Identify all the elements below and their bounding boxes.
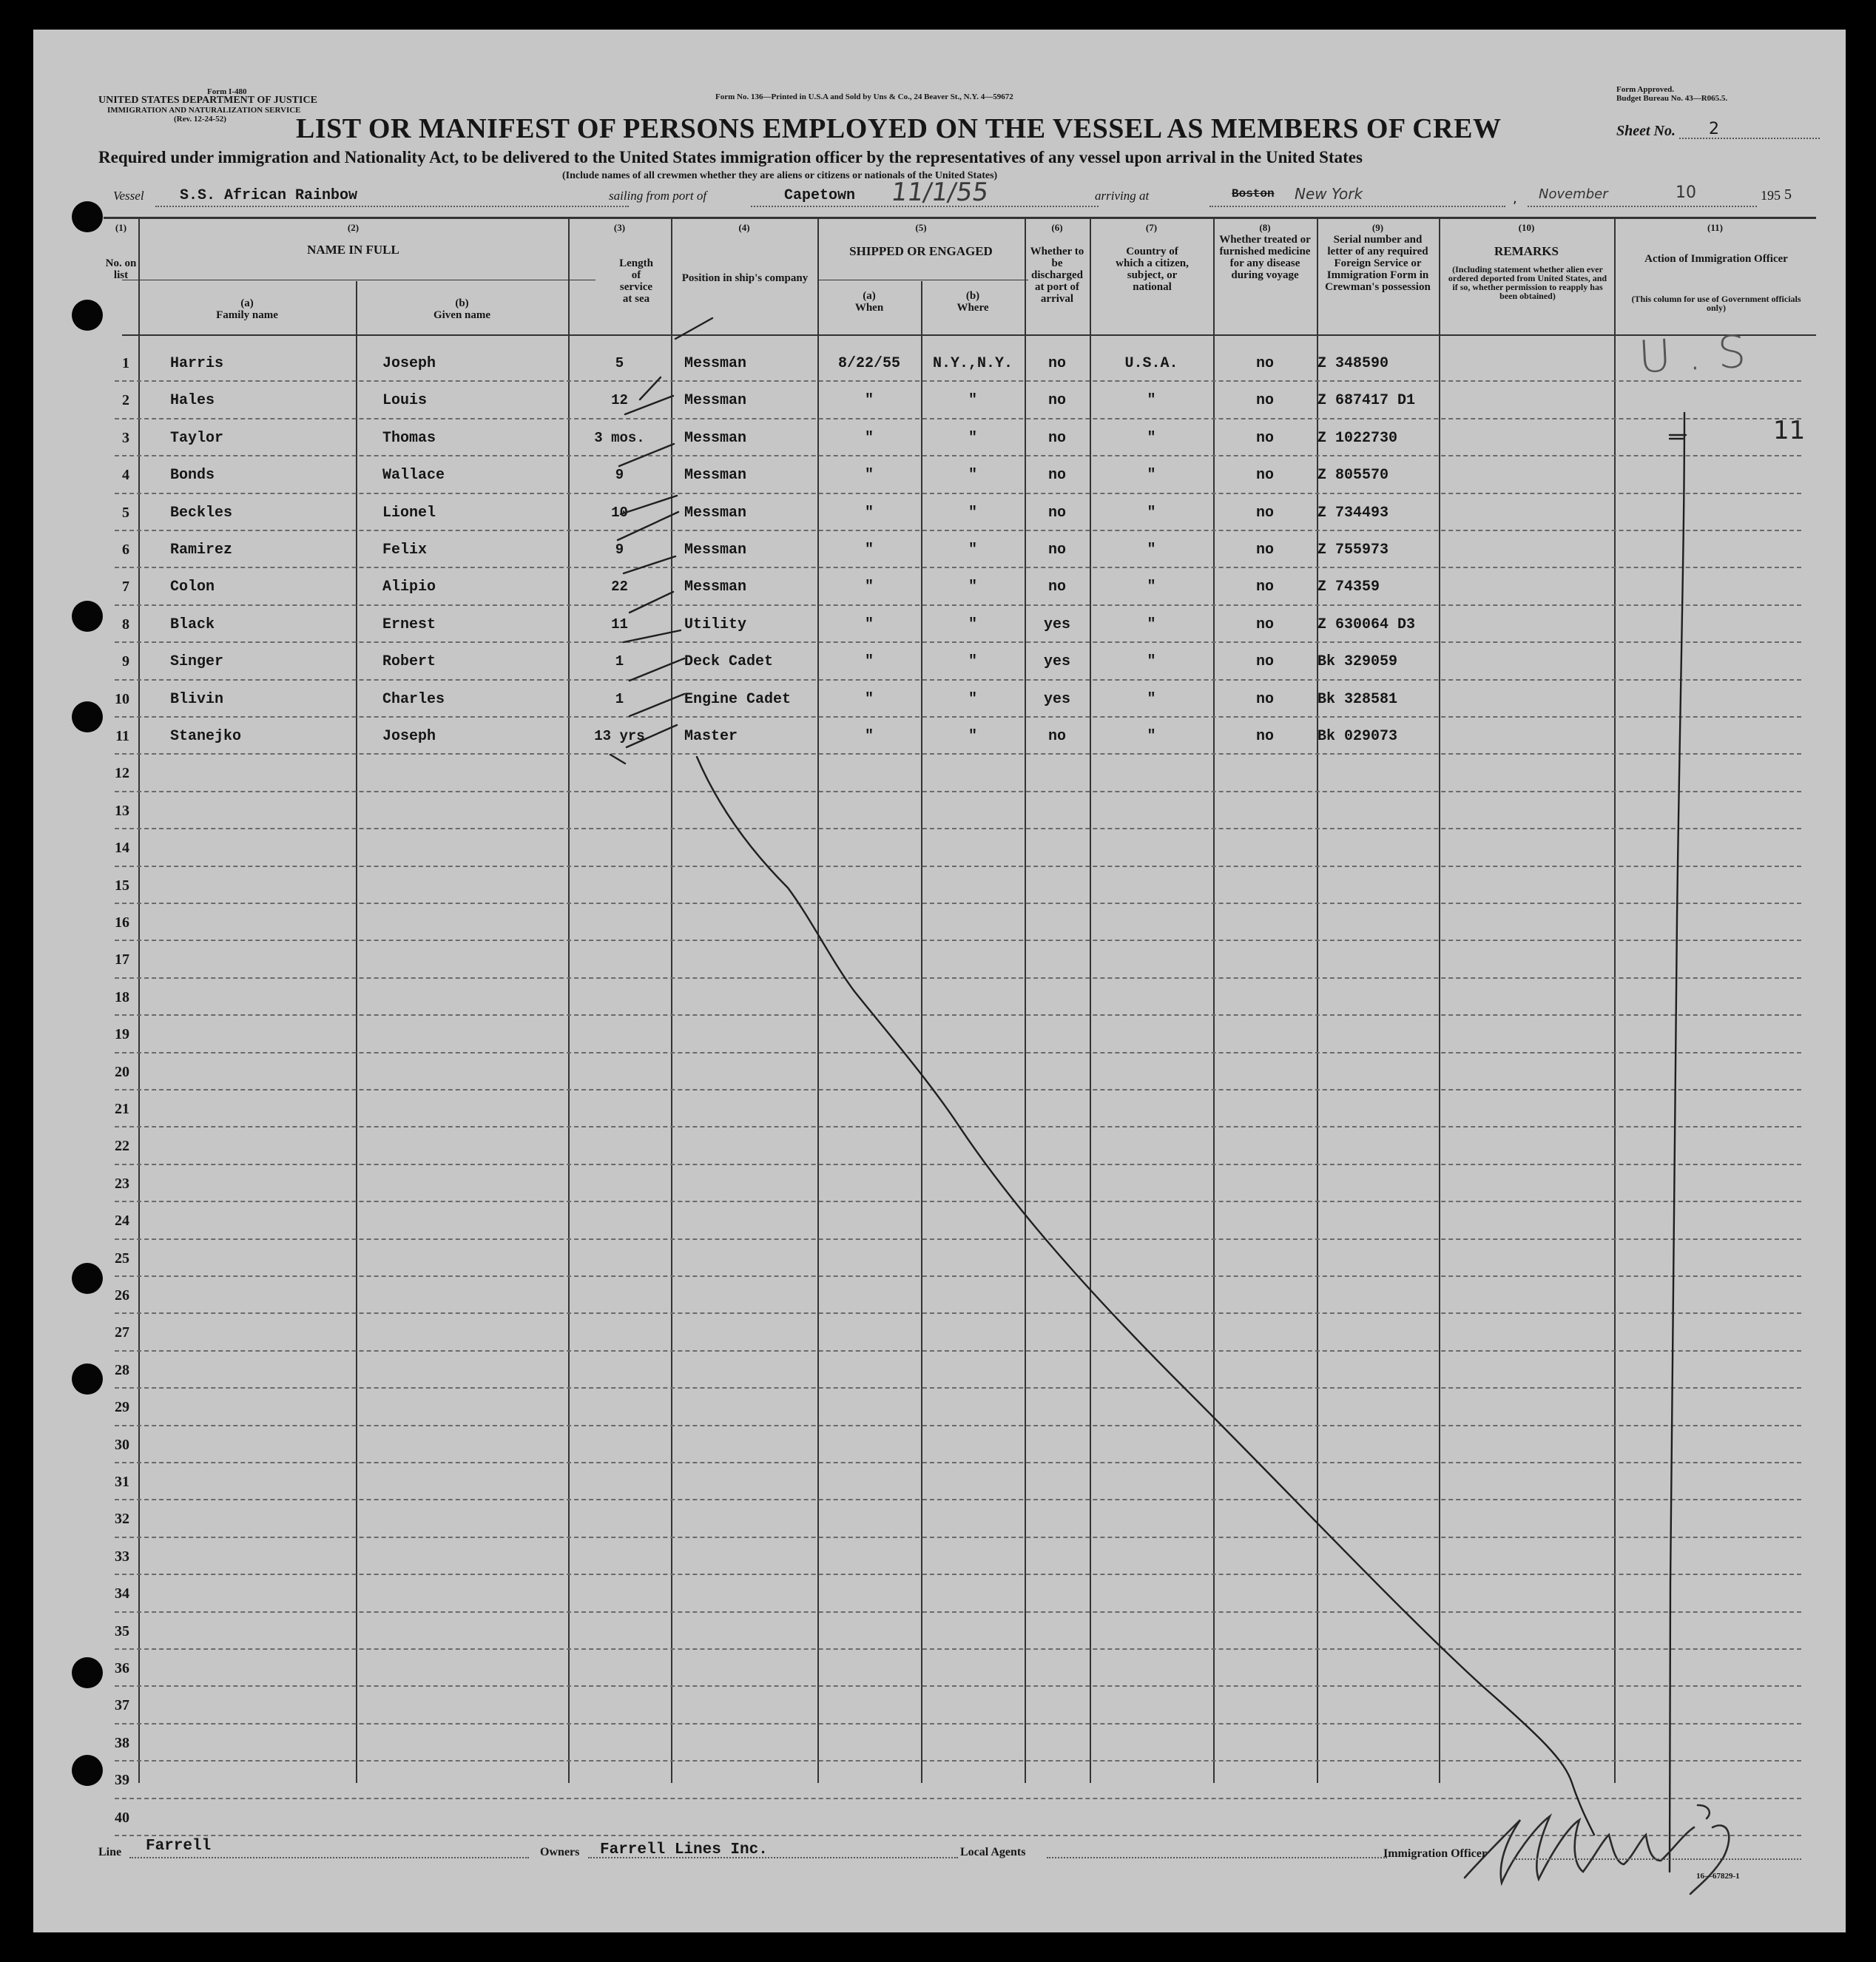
row-number: 30 — [115, 1436, 129, 1453]
crew-service-length: 11 — [611, 616, 628, 633]
sheet-label: Sheet No. — [1616, 123, 1676, 139]
crew-given-name: Thomas — [382, 429, 436, 447]
crew-shipped-where: " — [968, 728, 977, 745]
crew-discharged: yes — [1043, 653, 1070, 671]
row-number: 21 — [115, 1101, 129, 1117]
row-number: 25 — [115, 1250, 129, 1267]
crew-country: " — [1147, 579, 1156, 596]
crew-position: Messman — [684, 579, 747, 596]
crew-discharged: yes — [1043, 690, 1070, 708]
row-number: 33 — [115, 1548, 129, 1565]
crew-position: Messman — [684, 392, 747, 410]
row-number: 1 — [122, 355, 129, 371]
crew-serial: Z 1022730 — [1317, 429, 1398, 447]
crew-service-length: 22 — [611, 579, 628, 596]
row-number: 4 — [122, 467, 129, 484]
subtitle: Required under immigration and Nationality Act, to be delivered to the United States immigration officer by the representatives of any vessel upon arrival in the United States — [98, 148, 1363, 166]
form-number: 16—67829-1 — [1696, 1872, 1740, 1881]
crew-shipped-where: " — [968, 392, 977, 410]
page-title: LIST OR MANIFEST OF PERSONS EMPLOYED ON THE VESSEL AS MEMBERS OF CREW — [296, 113, 1502, 144]
crew-family-name: Harris — [170, 355, 224, 372]
col-header-service: Length of service at sea — [619, 257, 653, 305]
service: IMMIGRATION AND NATURALIZATION SERVICE — [107, 106, 301, 115]
crew-given-name: Robert — [382, 653, 436, 671]
crew-discharged: yes — [1043, 616, 1070, 633]
crew-serial: Z 755973 — [1317, 542, 1389, 559]
crew-service-length: 1 — [615, 653, 624, 670]
row-number: 39 — [115, 1772, 129, 1789]
crew-treated: no — [1255, 579, 1274, 596]
row-number: 23 — [115, 1175, 129, 1192]
count-mark: 11 — [1773, 416, 1806, 445]
crew-shipped-when: " — [864, 690, 874, 708]
crew-service-length: 10 — [611, 504, 628, 521]
crew-serial: Z 734493 — [1317, 504, 1389, 522]
crew-shipped-when: " — [864, 429, 874, 447]
crew-discharged: no — [1047, 429, 1066, 447]
col-header-serial: Serial number and letter of any required Foreign Service or Immigration Form in Crewman's possession — [1325, 234, 1431, 293]
crew-family-name: Blivin — [170, 690, 224, 708]
crew-treated: no — [1255, 653, 1274, 671]
year-prefix: 195 — [1761, 188, 1781, 203]
form-code: Form I-480 — [207, 87, 247, 96]
row-number: 2 — [122, 392, 129, 409]
row-number: 40 — [115, 1809, 129, 1826]
crew-shipped-when: " — [864, 467, 874, 485]
row-number: 28 — [115, 1361, 129, 1378]
crew-discharged: no — [1047, 728, 1066, 745]
row-number: 19 — [115, 1026, 129, 1043]
col-header-name: NAME IN FULL — [307, 243, 399, 257]
crew-given-name: Lionel — [382, 504, 436, 522]
owners-label: Owners — [540, 1846, 580, 1858]
punch-hole — [72, 1363, 103, 1395]
officer-signature — [1465, 1805, 1729, 1894]
crew-position: Messman — [684, 504, 747, 522]
crew-service-length: 9 — [615, 467, 624, 484]
crew-family-name: Singer — [170, 653, 224, 671]
crew-shipped-when: " — [864, 579, 874, 596]
punch-hole — [72, 601, 103, 632]
col-header-treated: Whether treated or furnished medicine for any disease during voyage — [1219, 234, 1311, 281]
col-header-no: No. on list — [105, 257, 137, 281]
row-number: 6 — [122, 542, 129, 558]
crew-shipped-when: " — [864, 728, 874, 745]
crew-country: " — [1147, 392, 1156, 410]
crew-country: " — [1147, 690, 1156, 708]
crew-position: Deck Cadet — [684, 653, 774, 671]
crew-service-length: 9 — [615, 542, 624, 558]
row-number: 9 — [122, 653, 129, 670]
row-number: 24 — [115, 1213, 129, 1230]
arriving-port: New York — [1295, 185, 1363, 203]
crew-serial: Bk 329059 — [1317, 653, 1398, 671]
crew-serial: Z 687417 D1 — [1317, 392, 1416, 410]
row-number: 3 — [122, 429, 129, 446]
col-header-action-note: (This column for use of Government officials only) — [1631, 294, 1801, 313]
crew-treated: no — [1255, 504, 1274, 522]
crew-service-length: 13 yrs — [594, 728, 645, 744]
crew-country: " — [1147, 542, 1156, 559]
col-header-remarks-note: (Including statement whether alien ever ordered deported from United States, and if so, whether permission to reapply has been obtained) — [1448, 264, 1607, 301]
year-suffix: 5 — [1784, 186, 1792, 203]
row-number: 10 — [115, 690, 129, 707]
row-number: 32 — [115, 1511, 129, 1528]
crew-country: " — [1147, 653, 1156, 671]
arriving-label: arriving at — [1095, 189, 1150, 203]
crew-country: " — [1147, 616, 1156, 633]
manifest-sheet: Form I-480 UNITED STATES DEPARTMENT OF JUSTICE IMMIGRATION AND NATURALIZATION SERVICE (Rev. 12-24-52) Form No. 136—Printed in U.S.A and Sold by Uns & Co., 24 Beaver St., N.Y. 4—59672 Form Approved. Budget Bureau No. 43—R065.5. LIST OR MANIFEST OF PERSONS EMPLOYED ON THE VESSEL AS MEMBERS OF CREW Sheet No. 2 Required under immigration and Nationality Act, to be delivered to the United States immigration officer by the representatives of any vessel upon arrival in the United States (Include names of all crewmen whether they are aliens or citizens or nationals of the United States) Vessel S.S. African Rainbow sailing from port of Capetown 11/1/55 arriving at Boston New York , November 10 195 5 (1) No. on list (2) NAME IN FULL (a) Family name (b) Given name (3) Length of service at sea (4) Position in ship's company (5) SHIPPED OR ENGAGED (a) When (b) Where (6) Whether to be discharged at port of arrival (7) Country of which a citizen, subject, or national (8) Whether treated or furnished medicine for any disease during voyage (9) Serial number and letter of any required Foreign Service or Immigration Form in Crewman's possession (10) REMARKS (Including statement whether alien ever ordered deported from United States, and if so, whether permission to reapply has been obtained) (11) Action of Immigration Officer (This column for use of Government officials only) 1 Harris Joseph 5 Messman 8/22/55 N.Y.,N.Y. no U.S.A. no Z 348590 2 Hales Louis 12 Messman " " no " no Z 687417 D1 3 Taylor Thomas 3 mos. Messman " " no " no Z 1022730 4 Bonds Wallace 9 Messman " " no " no Z 805570 5 Beckles Lionel 10 Messman " " no " no Z 734493 6 Ramirez Felix 9 Messman " " no " no Z 755973 7 Colon Alipio 22 Messman " " no " no Z 74359 8 Black Ernest 11 Utility " " yes " no Z 630064 D3 9 Singer Robert 1 Deck Cadet " " yes " no Bk 329059 10 Blivin Charles 1 Engine Cadet " " yes " no Bk 328581 11 Stanejko Joseph 13 yrs Master " " no " no Bk 029073 12 13 14 15 16 17 18 19 20 21 22 23 24 25 26 27 28 29 30 31 32 33 34 35 36 37 38 39 40 U.S 11 Line Farrell Owners Farrell Lines Inc. Local Agents Immigration Officer 16—67829-1 — [33, 30, 1846, 1932]
crew-serial: Bk 029073 — [1317, 728, 1398, 745]
crew-service-length: 12 — [611, 392, 628, 409]
crew-given-name: Wallace — [382, 467, 445, 485]
crew-treated: no — [1255, 429, 1274, 447]
crew-country: " — [1147, 504, 1156, 522]
col-header-family: (a) Family name — [216, 297, 278, 321]
crew-discharged: no — [1047, 392, 1066, 410]
crew-shipped-when: " — [864, 504, 874, 522]
crew-shipped-where: N.Y.,N.Y. — [932, 355, 1013, 372]
crew-family-name: Ramirez — [170, 542, 233, 559]
crew-shipped-where: " — [968, 429, 977, 447]
crew-shipped-where: " — [968, 542, 977, 559]
crew-family-name: Taylor — [170, 429, 224, 447]
row-number: 14 — [115, 840, 129, 857]
punch-hole — [72, 1657, 103, 1688]
punch-hole — [72, 300, 103, 331]
col-header-action: Action of Immigration Officer — [1644, 253, 1788, 265]
col-header-remarks: REMARKS — [1494, 244, 1559, 258]
crew-country: U.S.A. — [1124, 355, 1178, 372]
crew-shipped-when: " — [864, 542, 874, 559]
crew-discharged: no — [1047, 355, 1066, 372]
crew-position: Messman — [684, 467, 747, 485]
row-number: 16 — [115, 914, 129, 931]
agents-label: Local Agents — [960, 1846, 1026, 1858]
crew-serial: Z 74359 — [1317, 579, 1380, 596]
crew-serial: Bk 328581 — [1317, 690, 1398, 708]
crew-given-name: Charles — [382, 690, 445, 708]
crew-treated: no — [1255, 467, 1274, 485]
vessel-label: Vessel — [113, 189, 144, 203]
crew-position: Messman — [684, 429, 747, 447]
row-number: 22 — [115, 1138, 129, 1155]
crew-shipped-where: " — [968, 690, 977, 708]
crew-discharged: no — [1047, 467, 1066, 485]
crew-treated: no — [1255, 542, 1274, 559]
row-number: 34 — [115, 1585, 129, 1602]
row-number: 12 — [115, 765, 129, 782]
crew-family-name: Stanejko — [170, 728, 242, 745]
vessel-name: S.S. African Rainbow — [180, 187, 358, 204]
crew-treated: no — [1255, 728, 1274, 745]
crew-family-name: Beckles — [170, 504, 233, 522]
crew-serial: Z 348590 — [1317, 355, 1389, 372]
punch-hole — [72, 1755, 103, 1786]
revision: (Rev. 12-24-52) — [174, 115, 226, 124]
handwritten-strokes — [33, 30, 1846, 1932]
crew-position: Messman — [684, 355, 747, 372]
col-header-discharged: Whether to be discharged at port of arrival — [1030, 246, 1084, 305]
row-number: 15 — [115, 877, 129, 894]
crew-treated: no — [1255, 392, 1274, 410]
crew-country: " — [1147, 429, 1156, 447]
owners-value: Farrell Lines Inc. — [600, 1841, 768, 1858]
row-number: 29 — [115, 1399, 129, 1416]
row-number: 18 — [115, 988, 129, 1005]
row-number: 38 — [115, 1734, 129, 1751]
col-header-country: Country of which a citizen, subject, or national — [1116, 246, 1189, 293]
crew-shipped-where: " — [968, 467, 977, 485]
crew-treated: no — [1255, 616, 1274, 633]
crew-given-name: Joseph — [382, 728, 436, 745]
punch-hole — [72, 701, 103, 732]
crew-shipped-when: " — [864, 616, 874, 633]
crew-family-name: Hales — [170, 392, 215, 410]
row-number: 37 — [115, 1697, 129, 1714]
subnote: (Include names of all crewmen whether they are aliens or citizens or nationals of the United States) — [562, 170, 998, 181]
officer-label: Immigration Officer — [1383, 1847, 1487, 1860]
crew-serial: Z 805570 — [1317, 467, 1389, 485]
crew-service-length: 5 — [615, 355, 624, 371]
row-number: 5 — [122, 504, 129, 521]
arrival-month: November — [1539, 186, 1608, 202]
crew-discharged: no — [1047, 542, 1066, 559]
row-number: 36 — [115, 1660, 129, 1676]
crew-service-length: 1 — [615, 690, 624, 707]
sailing-label: sailing from port of — [609, 189, 707, 203]
action-mark: U.S — [1637, 325, 1764, 384]
col-header-shipped: SHIPPED OR ENGAGED — [849, 244, 993, 258]
crew-shipped-where: " — [968, 653, 977, 671]
crew-given-name: Ernest — [382, 616, 436, 633]
row-number: 35 — [115, 1622, 129, 1639]
crew-country: " — [1147, 467, 1156, 485]
col-header-where: (b) Where — [956, 290, 989, 314]
crew-given-name: Joseph — [382, 355, 436, 372]
crew-shipped-when: " — [864, 392, 874, 410]
row-number: 26 — [115, 1287, 129, 1304]
crew-position: Engine Cadet — [684, 690, 792, 708]
crew-position: Utility — [684, 616, 747, 633]
department: UNITED STATES DEPARTMENT OF JUSTICE — [98, 95, 317, 106]
line-value: Farrell — [146, 1838, 212, 1855]
row-number: 13 — [115, 802, 129, 819]
crew-serial: Z 630064 D3 — [1317, 616, 1416, 633]
col-header-given: (b) Given name — [433, 297, 491, 321]
row-number: 31 — [115, 1474, 129, 1490]
crew-given-name: Alipio — [382, 579, 436, 596]
crew-shipped-when: 8/22/55 — [837, 355, 900, 372]
crew-shipped-where: " — [968, 579, 977, 596]
sailing-port: Capetown — [784, 187, 856, 204]
crew-shipped-where: " — [968, 616, 977, 633]
row-number: 8 — [122, 616, 129, 633]
crew-shipped-when: " — [864, 653, 874, 671]
crew-given-name: Louis — [382, 392, 428, 410]
crew-family-name: Colon — [170, 579, 215, 596]
crew-discharged: no — [1047, 504, 1066, 522]
vertical-action-line — [1670, 413, 1684, 1872]
crew-treated: no — [1255, 690, 1274, 708]
col-header-position: Position in ship's company — [681, 272, 809, 284]
arriving-struck: Boston — [1232, 187, 1275, 200]
crew-position: Master — [684, 728, 738, 745]
row-number: 7 — [122, 579, 129, 596]
col-header-when: (a) When — [854, 290, 884, 314]
row-number: 20 — [115, 1063, 129, 1080]
crew-position: Messman — [684, 542, 747, 559]
approval-1: Form Approved. — [1616, 85, 1675, 94]
crew-discharged: no — [1047, 579, 1066, 596]
crew-service-length: 3 mos. — [594, 429, 645, 446]
printer-note: Form No. 136—Printed in U.S.A and Sold by Uns & Co., 24 Beaver St., N.Y. 4—59672 — [715, 92, 1013, 101]
crew-country: " — [1147, 728, 1156, 745]
crew-given-name: Felix — [382, 542, 428, 559]
row-number: 11 — [115, 728, 129, 744]
approval-2: Budget Bureau No. 43—R065.5. — [1616, 94, 1728, 103]
crew-treated: no — [1255, 355, 1274, 372]
punch-hole — [72, 1263, 103, 1294]
arrival-day: 10 — [1676, 183, 1696, 202]
row-number: 17 — [115, 951, 129, 968]
crew-shipped-where: " — [968, 504, 977, 522]
crew-family-name: Black — [170, 616, 215, 633]
cancel-diagonal-line — [697, 757, 1594, 1835]
row-number: 27 — [115, 1324, 129, 1341]
handwritten-date: 11/1/55 — [889, 178, 991, 207]
sheet-number: 2 — [1709, 120, 1719, 138]
punch-hole — [72, 201, 103, 232]
crew-family-name: Bonds — [170, 467, 215, 485]
line-label: Line — [98, 1846, 122, 1858]
